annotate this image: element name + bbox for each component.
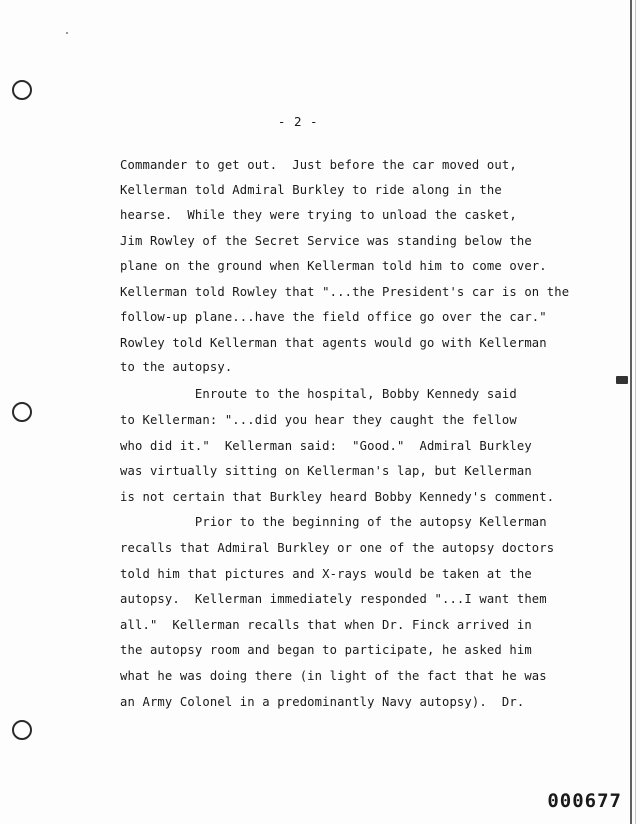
- body-line: autopsy. Kellerman immediately responded "...I want them: [120, 592, 547, 606]
- punch-hole-icon: [12, 80, 32, 100]
- body-line: all." Kellerman recalls that when Dr. Finck arrived in: [120, 618, 532, 632]
- page-edge-line: [630, 0, 632, 824]
- body-line: hearse. While they were trying to unload the casket,: [120, 208, 517, 222]
- body-line: the autopsy room and began to participate, he asked him: [120, 643, 532, 657]
- margin-mark: [616, 376, 628, 384]
- body-line: what he was doing there (in light of the fact that he was: [120, 669, 547, 683]
- body-line: Kellerman told Rowley that "...the President's car is on the: [120, 285, 570, 299]
- body-line: Jim Rowley of the Secret Service was standing below the: [120, 234, 532, 248]
- paragraph-start-line: Prior to the beginning of the autopsy Kellerman: [120, 515, 547, 529]
- punch-hole-icon: [12, 720, 32, 740]
- punch-hole-icon: [12, 402, 32, 422]
- paragraph-start-line: Enroute to the hospital, Bobby Kennedy said: [120, 387, 517, 401]
- body-line: Kellerman told Admiral Burkley to ride along in the: [120, 183, 502, 197]
- body-line: Rowley told Kellerman that agents would go with Kellerman: [120, 336, 547, 350]
- document-id-stamp: 000677: [547, 790, 622, 812]
- paper-speck: [66, 32, 68, 34]
- body-line: plane on the ground when Kellerman told him to come over.: [120, 259, 547, 273]
- body-line: is not certain that Burkley heard Bobby Kennedy's comment.: [120, 490, 555, 504]
- body-line: told him that pictures and X-rays would be taken at the: [120, 567, 532, 581]
- body-line: follow-up plane...have the field office go over the car.": [120, 310, 547, 324]
- body-line: to Kellerman: "...did you hear they caught the fellow: [120, 413, 517, 427]
- body-line: who did it." Kellerman said: "Good." Admiral Burkley: [120, 439, 532, 453]
- body-line: recalls that Admiral Burkley or one of the autopsy doctors: [120, 541, 555, 555]
- body-line: an Army Colonel in a predominantly Navy autopsy). Dr.: [120, 695, 525, 709]
- page-number: - 2 -: [277, 114, 319, 129]
- body-line: was virtually sitting on Kellerman's lap, but Kellerman: [120, 464, 532, 478]
- body-line: Commander to get out. Just before the car moved out,: [120, 158, 517, 172]
- body-line: to the autopsy.: [120, 360, 233, 374]
- page-edge-shadow: [635, 0, 636, 824]
